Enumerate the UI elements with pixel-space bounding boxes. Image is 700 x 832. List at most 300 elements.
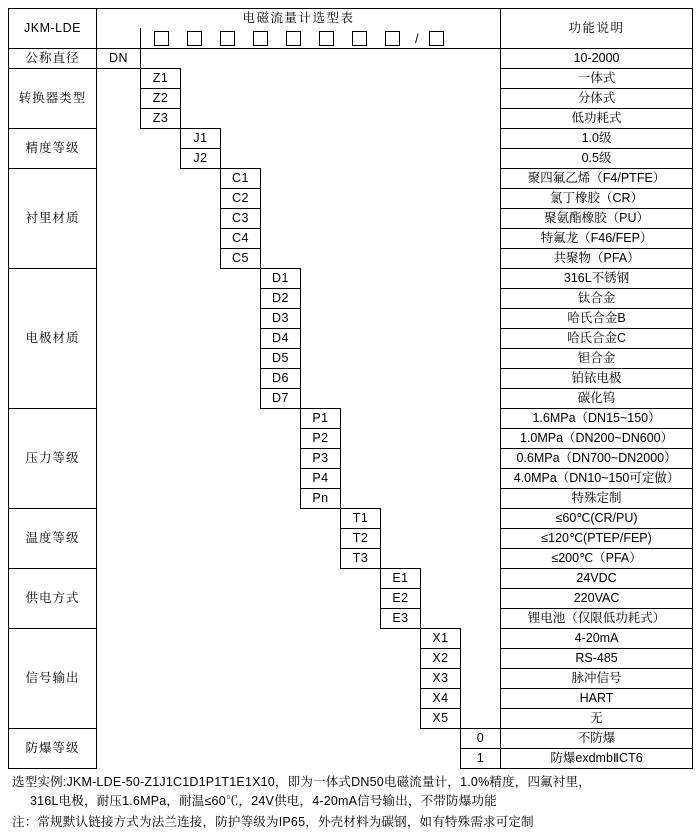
spacer-cell bbox=[341, 689, 381, 709]
row-label: 电极材质 bbox=[9, 269, 97, 409]
code-cell[interactable]: X1 bbox=[421, 629, 461, 649]
spacer-cell bbox=[381, 469, 421, 489]
code-box[interactable] bbox=[154, 31, 169, 46]
spacer-cell bbox=[181, 169, 221, 189]
spacer-cell bbox=[181, 209, 221, 229]
spacer-cell bbox=[221, 309, 261, 329]
spacer-cell bbox=[381, 269, 421, 289]
spacer-cell bbox=[261, 589, 301, 609]
spacer-cell bbox=[421, 229, 461, 249]
spacer-cell bbox=[97, 549, 141, 569]
spacer-cell bbox=[301, 649, 341, 669]
spacer-cell bbox=[301, 129, 341, 149]
code-cell[interactable]: X2 bbox=[421, 649, 461, 669]
description-cell: 0.6MPa（DN700~DN2000） bbox=[501, 449, 693, 469]
code-cell[interactable]: DN bbox=[97, 49, 141, 69]
spacer-cell bbox=[221, 609, 261, 629]
description-cell: 4.0MPa（DN10~150可定做） bbox=[501, 469, 693, 489]
spacer-cell bbox=[181, 429, 221, 449]
table-row bbox=[9, 329, 693, 349]
spacer-cell bbox=[341, 669, 381, 689]
spacer-cell bbox=[181, 569, 221, 589]
spacer-cell bbox=[461, 549, 501, 569]
code-cell[interactable]: Z3 bbox=[141, 109, 181, 129]
description-cell: 铂铱电极 bbox=[501, 369, 693, 389]
spacer-cell bbox=[141, 149, 181, 169]
spacer-cell bbox=[381, 309, 421, 329]
code-cell[interactable]: P4 bbox=[301, 469, 341, 489]
description-cell: 防爆exdmbⅡCT6 bbox=[501, 749, 693, 769]
spacer-cell bbox=[97, 669, 141, 689]
spacer-cell bbox=[381, 189, 421, 209]
spacer-cell bbox=[381, 549, 421, 569]
code-box[interactable] bbox=[429, 31, 444, 46]
table-row bbox=[9, 669, 693, 689]
spacer-cell bbox=[97, 709, 141, 729]
notes-block bbox=[8, 769, 692, 832]
spacer-cell bbox=[181, 549, 221, 569]
spacer-cell bbox=[141, 169, 181, 189]
spacer-cell bbox=[341, 349, 381, 369]
spacer-cell bbox=[421, 469, 461, 489]
spacer-cell bbox=[461, 469, 501, 489]
spacer-cell bbox=[421, 749, 461, 769]
spacer-cell bbox=[181, 269, 221, 289]
spacer-cell bbox=[461, 329, 501, 349]
spacer-cell bbox=[381, 409, 421, 429]
spacer-cell bbox=[421, 89, 461, 109]
table-row bbox=[9, 589, 693, 609]
spacer-cell bbox=[381, 89, 421, 109]
spacer-cell bbox=[421, 249, 461, 269]
spacer-cell bbox=[301, 609, 341, 629]
description-cell: 碳化钨 bbox=[501, 389, 693, 409]
spacer-cell bbox=[421, 289, 461, 309]
code-cell[interactable]: 1 bbox=[461, 749, 501, 769]
row-label: 温度等级 bbox=[9, 509, 97, 569]
spacer-cell bbox=[341, 649, 381, 669]
spacer-cell bbox=[141, 249, 181, 269]
spacer-cell bbox=[141, 589, 181, 609]
spacer-cell bbox=[221, 669, 261, 689]
code-cell[interactable]: D4 bbox=[261, 329, 301, 349]
spacer-cell bbox=[261, 429, 301, 449]
spacer-cell bbox=[341, 189, 381, 209]
code-cell[interactable]: P3 bbox=[301, 449, 341, 469]
spacer-cell bbox=[421, 349, 461, 369]
table-row bbox=[9, 489, 693, 509]
code-box[interactable] bbox=[319, 31, 334, 46]
spacer-cell bbox=[301, 369, 341, 389]
description-cell: 共聚物（PFA） bbox=[501, 249, 693, 269]
table-row bbox=[9, 509, 693, 529]
spacer-cell bbox=[461, 269, 501, 289]
code-cell[interactable]: D5 bbox=[261, 349, 301, 369]
spacer-cell bbox=[221, 109, 261, 129]
code-cell[interactable]: E1 bbox=[381, 569, 421, 589]
spacer-cell bbox=[421, 189, 461, 209]
code-cell[interactable]: T1 bbox=[341, 509, 381, 529]
description-cell: 聚四氟乙烯（F4/PTFE） bbox=[501, 169, 693, 189]
spacer-cell bbox=[221, 149, 261, 169]
spacer-cell bbox=[181, 349, 221, 369]
spacer-cell bbox=[221, 549, 261, 569]
spacer-cell bbox=[221, 709, 261, 729]
spacer-cell bbox=[421, 329, 461, 349]
spacer-cell bbox=[221, 429, 261, 449]
spacer-cell bbox=[301, 529, 341, 549]
code-cell[interactable]: X4 bbox=[421, 689, 461, 709]
spacer-cell bbox=[221, 49, 261, 69]
spacer-cell bbox=[421, 509, 461, 529]
table-row bbox=[9, 629, 693, 649]
spacer-cell bbox=[381, 369, 421, 389]
spacer-cell bbox=[221, 349, 261, 369]
code-cell[interactable]: E3 bbox=[381, 609, 421, 629]
spacer-cell bbox=[261, 749, 301, 769]
spacer-cell bbox=[341, 69, 381, 89]
description-cell: 0.5级 bbox=[501, 149, 693, 169]
note-example-line1: 选型实例:JKM-LDE-50-Z1J1C1D1P1T1E1X10，即为一体式DN50电磁流量计，1.0%精度，四氟衬里， bbox=[12, 775, 591, 789]
table-row bbox=[9, 449, 693, 469]
spacer-cell bbox=[141, 409, 181, 429]
spacer-cell bbox=[381, 669, 421, 689]
spacer-cell bbox=[341, 609, 381, 629]
description-cell: ≤120℃(PTEP/FEP) bbox=[501, 529, 693, 549]
spacer-cell bbox=[301, 209, 341, 229]
spacer-cell bbox=[261, 249, 301, 269]
spacer-cell bbox=[141, 569, 181, 589]
spacer-cell bbox=[341, 249, 381, 269]
spacer-cell bbox=[381, 649, 421, 669]
code-cell[interactable]: Z2 bbox=[141, 89, 181, 109]
spacer-cell bbox=[301, 49, 341, 69]
spacer-cell bbox=[301, 189, 341, 209]
spacer-cell bbox=[261, 729, 301, 749]
spacer-cell bbox=[301, 149, 341, 169]
spacer-cell bbox=[421, 609, 461, 629]
spacer-cell bbox=[181, 469, 221, 489]
spacer-cell bbox=[97, 429, 141, 449]
spacer-cell bbox=[141, 229, 181, 249]
spacer-cell bbox=[181, 309, 221, 329]
spacer-cell bbox=[261, 669, 301, 689]
description-cell: 哈氏合金B bbox=[501, 309, 693, 329]
spacer-cell bbox=[221, 569, 261, 589]
code-box[interactable] bbox=[385, 31, 400, 46]
spacer-cell bbox=[261, 109, 301, 129]
description-cell: 特殊定制 bbox=[501, 489, 693, 509]
spacer-cell bbox=[341, 469, 381, 489]
spacer-cell bbox=[97, 469, 141, 489]
description-cell: 无 bbox=[501, 709, 693, 729]
table-row bbox=[9, 569, 693, 589]
spacer-cell bbox=[181, 629, 221, 649]
code-box[interactable] bbox=[187, 31, 202, 46]
spacer-cell bbox=[261, 89, 301, 109]
spacer-cell bbox=[181, 69, 221, 89]
spacer-cell bbox=[381, 509, 421, 529]
spacer-cell bbox=[381, 709, 421, 729]
spacer-cell bbox=[341, 449, 381, 469]
spacer-cell bbox=[97, 649, 141, 669]
code-box[interactable] bbox=[253, 31, 268, 46]
description-cell: 1.6MPa（DN15~150） bbox=[501, 409, 693, 429]
spacer-cell bbox=[421, 149, 461, 169]
selection-table bbox=[8, 8, 693, 769]
spacer-cell bbox=[461, 349, 501, 369]
spacer-cell bbox=[421, 589, 461, 609]
spacer-cell bbox=[97, 449, 141, 469]
spacer-cell bbox=[381, 449, 421, 469]
spacer-cell bbox=[461, 589, 501, 609]
table-row bbox=[9, 69, 693, 89]
spacer-cell bbox=[301, 109, 341, 129]
code-box[interactable] bbox=[220, 31, 235, 46]
spacer-cell bbox=[381, 429, 421, 449]
code-cell[interactable]: J1 bbox=[181, 129, 221, 149]
code-cell[interactable]: Z1 bbox=[141, 69, 181, 89]
code-cell[interactable]: J2 bbox=[181, 149, 221, 169]
code-cell[interactable]: C3 bbox=[221, 209, 261, 229]
table-row bbox=[9, 389, 693, 409]
spacer-cell bbox=[301, 749, 341, 769]
spacer-cell bbox=[301, 309, 341, 329]
spacer-cell bbox=[181, 709, 221, 729]
spacer-cell bbox=[141, 549, 181, 569]
description-cell: 一体式 bbox=[501, 69, 693, 89]
spacer-cell bbox=[381, 49, 421, 69]
spacer-cell bbox=[341, 49, 381, 69]
spacer-cell bbox=[341, 589, 381, 609]
spacer-cell bbox=[421, 429, 461, 449]
spacer-cell bbox=[461, 309, 501, 329]
spacer-cell bbox=[181, 329, 221, 349]
spacer-cell bbox=[221, 489, 261, 509]
code-cell[interactable]: C1 bbox=[221, 169, 261, 189]
description-cell: 低功耗式 bbox=[501, 109, 693, 129]
spacer-cell bbox=[461, 429, 501, 449]
description-cell: 1.0级 bbox=[501, 129, 693, 149]
spacer-cell bbox=[381, 629, 421, 649]
description-cell: 10-2000 bbox=[501, 49, 693, 69]
spacer-cell bbox=[181, 509, 221, 529]
description-cell: 氯丁橡胶（CR） bbox=[501, 189, 693, 209]
spacer-cell bbox=[181, 489, 221, 509]
spacer-cell bbox=[141, 709, 181, 729]
spacer-cell bbox=[261, 489, 301, 509]
table-row bbox=[9, 169, 693, 189]
spacer-cell bbox=[301, 229, 341, 249]
spacer-cell bbox=[97, 209, 141, 229]
spacer-cell bbox=[301, 589, 341, 609]
spacer-cell bbox=[261, 509, 301, 529]
spacer-cell bbox=[301, 329, 341, 349]
spacer-cell bbox=[261, 549, 301, 569]
spacer-cell bbox=[341, 389, 381, 409]
row-label: 信号输出 bbox=[9, 629, 97, 729]
spacer-cell bbox=[221, 289, 261, 309]
table-row bbox=[9, 209, 693, 229]
code-cell[interactable]: X3 bbox=[421, 669, 461, 689]
code-cell[interactable]: D6 bbox=[261, 369, 301, 389]
function-description-header: 功能说明 bbox=[501, 9, 693, 49]
code-box[interactable] bbox=[286, 31, 301, 46]
description-cell: 特氟龙（F46/FEP） bbox=[501, 229, 693, 249]
spacer-cell bbox=[341, 709, 381, 729]
spacer-cell bbox=[301, 69, 341, 89]
description-cell: 锂电池（仅限低功耗式） bbox=[501, 609, 693, 629]
code-cell[interactable]: D3 bbox=[261, 309, 301, 329]
table-row bbox=[9, 369, 693, 389]
table-row bbox=[9, 689, 693, 709]
description-cell: ≤200℃（PFA） bbox=[501, 549, 693, 569]
spacer-cell bbox=[301, 689, 341, 709]
code-cell[interactable]: 0 bbox=[461, 729, 501, 749]
spacer-cell bbox=[97, 589, 141, 609]
spacer-cell bbox=[381, 329, 421, 349]
code-cell[interactable]: P2 bbox=[301, 429, 341, 449]
spacer-cell bbox=[141, 329, 181, 349]
description-cell: 24VDC bbox=[501, 569, 693, 589]
spacer-cell bbox=[141, 449, 181, 469]
spacer-cell bbox=[341, 229, 381, 249]
spacer-cell bbox=[461, 629, 501, 649]
spacer-cell bbox=[141, 649, 181, 669]
table-row bbox=[9, 229, 693, 249]
spacer-cell bbox=[461, 149, 501, 169]
spacer-cell bbox=[97, 389, 141, 409]
spacer-cell bbox=[461, 249, 501, 269]
code-cell[interactable]: P1 bbox=[301, 409, 341, 429]
spacer-cell bbox=[221, 129, 261, 149]
spacer-cell bbox=[461, 529, 501, 549]
spacer-cell bbox=[181, 649, 221, 669]
spacer-cell bbox=[461, 289, 501, 309]
code-box[interactable] bbox=[352, 31, 367, 46]
spacer-cell bbox=[421, 489, 461, 509]
spacer-cell bbox=[181, 449, 221, 469]
code-cell[interactable]: C5 bbox=[221, 249, 261, 269]
spacer-cell bbox=[181, 749, 221, 769]
spacer-cell bbox=[141, 729, 181, 749]
table-row bbox=[9, 649, 693, 669]
description-cell: 哈氏合金C bbox=[501, 329, 693, 349]
spacer-cell bbox=[181, 589, 221, 609]
code-cell[interactable]: D7 bbox=[261, 389, 301, 409]
spacer-cell bbox=[221, 629, 261, 649]
note-example-line2: 316L电极，耐压1.6MPa，耐温≤60℃，24V供电，4-20mA信号输出，不带防爆功能 bbox=[30, 794, 497, 808]
spacer-cell bbox=[421, 389, 461, 409]
spacer-cell bbox=[97, 689, 141, 709]
code-cell[interactable]: T3 bbox=[341, 549, 381, 569]
spacer-cell bbox=[141, 349, 181, 369]
spacer-cell bbox=[181, 389, 221, 409]
code-cell[interactable]: X5 bbox=[421, 709, 461, 729]
spacer-cell bbox=[221, 729, 261, 749]
spacer-cell bbox=[97, 349, 141, 369]
code-cell[interactable]: T2 bbox=[341, 529, 381, 549]
code-cell[interactable]: C2 bbox=[221, 189, 261, 209]
spacer-cell bbox=[141, 749, 181, 769]
description-cell: RS-485 bbox=[501, 649, 693, 669]
code-cell[interactable]: Pn bbox=[301, 489, 341, 509]
description-cell: 聚氨酯橡胶（PU） bbox=[501, 209, 693, 229]
spacer-cell bbox=[301, 569, 341, 589]
spacer-cell bbox=[341, 169, 381, 189]
spacer-cell bbox=[341, 89, 381, 109]
spacer-cell bbox=[381, 489, 421, 509]
code-cell[interactable]: E2 bbox=[381, 589, 421, 609]
spacer-cell bbox=[381, 229, 421, 249]
spacer-cell bbox=[261, 69, 301, 89]
spacer-cell bbox=[141, 669, 181, 689]
code-cell[interactable]: D2 bbox=[261, 289, 301, 309]
table-row bbox=[9, 709, 693, 729]
row-label: 精度等级 bbox=[9, 129, 97, 169]
spacer-cell bbox=[221, 389, 261, 409]
spacer-cell bbox=[141, 689, 181, 709]
spacer-cell bbox=[141, 269, 181, 289]
spacer-cell bbox=[97, 569, 141, 589]
spacer-cell bbox=[97, 489, 141, 509]
note-remark: 注：常规默认链接方式为法兰连接，防护等级为IP65，外壳材料为碳钢，如有特殊需求可定制 bbox=[12, 815, 534, 829]
spacer-cell bbox=[301, 289, 341, 309]
spacer-cell bbox=[181, 109, 221, 129]
table-row bbox=[9, 129, 693, 149]
spacer-cell bbox=[381, 729, 421, 749]
spacer-cell bbox=[141, 369, 181, 389]
table-row bbox=[9, 269, 693, 289]
spacer-cell bbox=[301, 629, 341, 649]
spacer-cell bbox=[97, 89, 141, 109]
code-cell[interactable]: D1 bbox=[261, 269, 301, 289]
spacer-cell bbox=[381, 129, 421, 149]
spacer-cell bbox=[381, 169, 421, 189]
description-cell: 分体式 bbox=[501, 89, 693, 109]
spacer-cell bbox=[181, 409, 221, 429]
spacer-cell bbox=[261, 469, 301, 489]
spacer-cell bbox=[221, 469, 261, 489]
spacer-cell bbox=[97, 629, 141, 649]
description-cell: ≤60℃(CR/PU) bbox=[501, 509, 693, 529]
spacer-cell bbox=[301, 169, 341, 189]
spacer-cell bbox=[261, 229, 301, 249]
spacer-cell bbox=[261, 149, 301, 169]
spacer-cell bbox=[461, 489, 501, 509]
spacer-cell bbox=[221, 69, 261, 89]
spacer-cell bbox=[381, 249, 421, 269]
spacer-cell bbox=[381, 749, 421, 769]
spacer-cell bbox=[461, 669, 501, 689]
table-row bbox=[9, 109, 693, 129]
spacer-cell bbox=[341, 489, 381, 509]
spacer-cell bbox=[381, 69, 421, 89]
spacer-cell bbox=[381, 289, 421, 309]
spacer-cell bbox=[181, 89, 221, 109]
spacer-cell bbox=[421, 569, 461, 589]
spacer-cell bbox=[461, 389, 501, 409]
spacer-cell bbox=[141, 629, 181, 649]
spacer-cell bbox=[261, 189, 301, 209]
spacer-cell bbox=[141, 529, 181, 549]
code-cell[interactable]: C4 bbox=[221, 229, 261, 249]
spacer-cell bbox=[461, 69, 501, 89]
spacer-cell bbox=[261, 209, 301, 229]
spacer-cell bbox=[301, 709, 341, 729]
spacer-cell bbox=[341, 409, 381, 429]
spacer-cell bbox=[181, 369, 221, 389]
